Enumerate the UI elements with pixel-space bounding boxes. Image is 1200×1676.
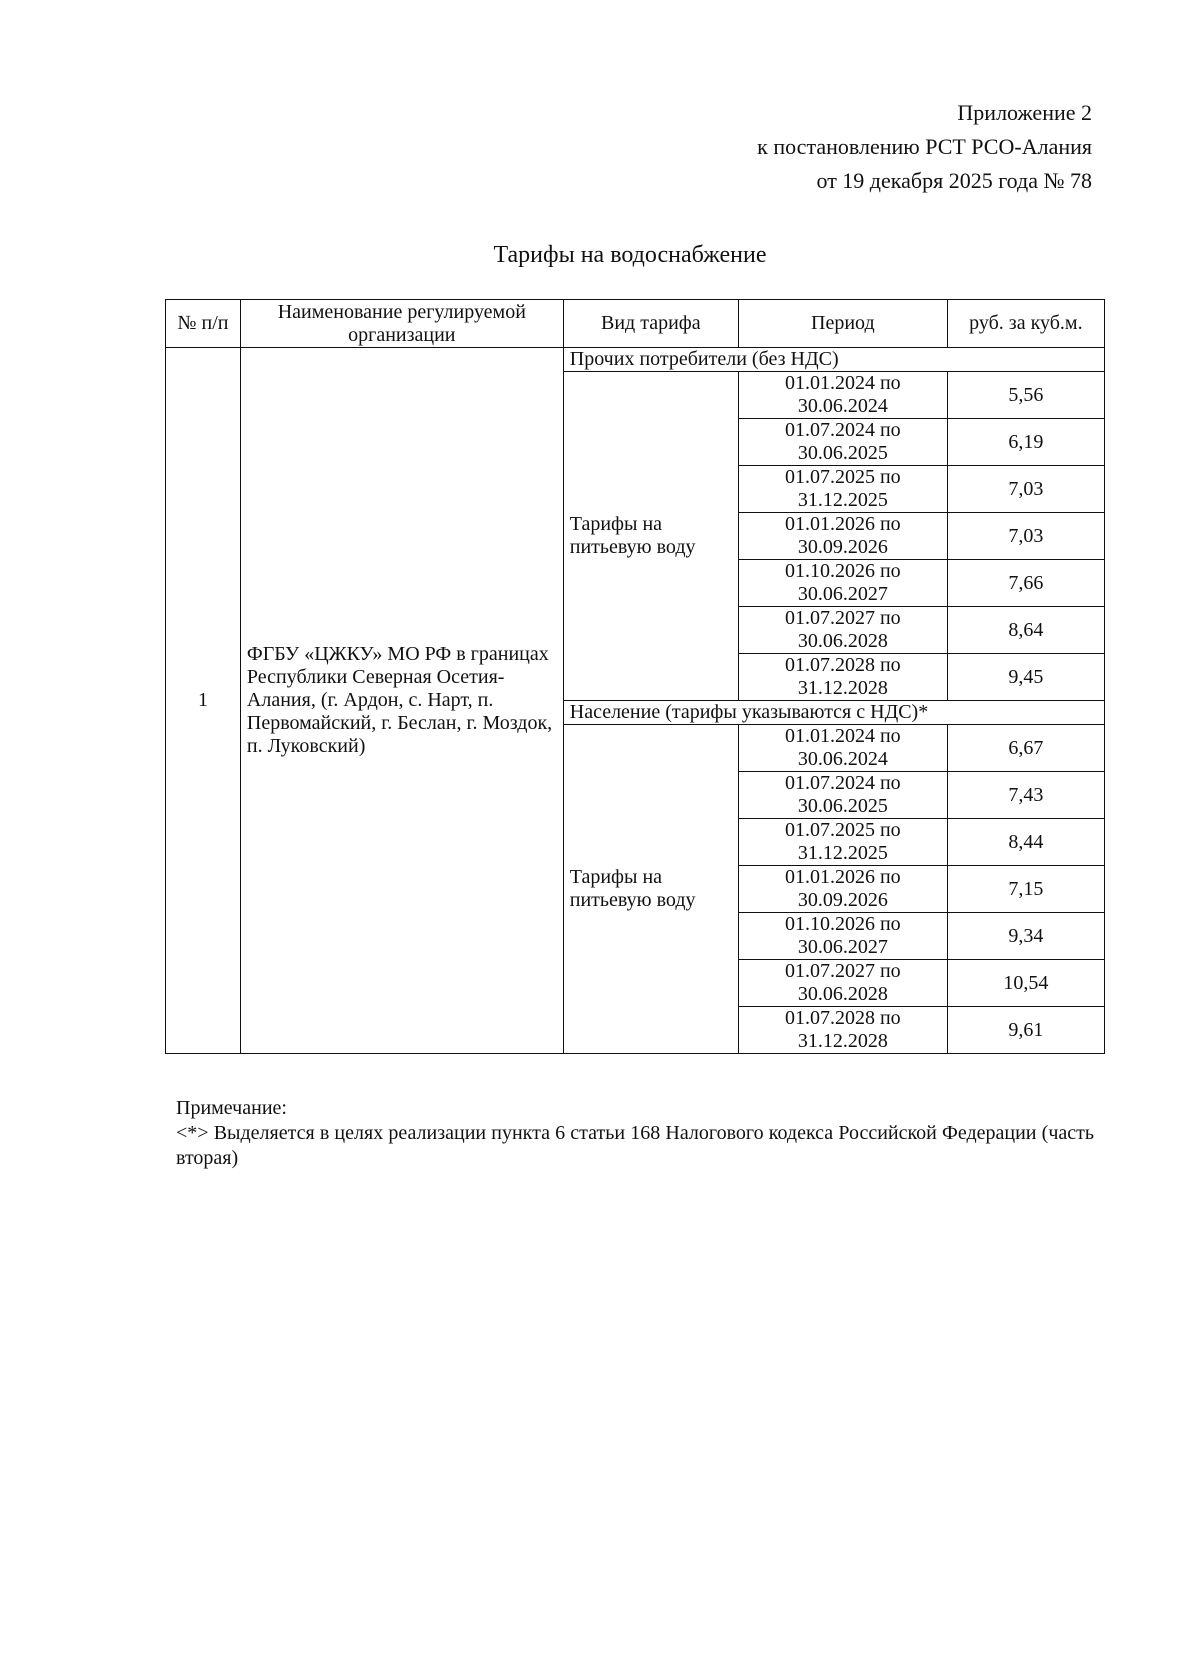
period-cell: 01.01.2024 по 30.06.2024 [738,372,947,419]
row-number: 1 [166,348,241,1054]
appendix-label: Приложение 2 [957,100,1092,125]
rate-cell: 9,34 [947,913,1104,960]
document-header [757,96,1092,198]
rate-cell: 5,56 [947,372,1104,419]
page-title: Тарифы на водоснабжение [493,242,767,268]
period-cell: 01.01.2026 по 30.09.2026 [738,866,947,913]
column-header-rate: руб. за куб.м. [947,300,1104,348]
resolution-reference: к постановлению РСТ РСО-Алания [757,134,1092,159]
period-cell: 01.07.2024 по 30.06.2025 [738,419,947,466]
footnote-label: Примечание: [176,1097,287,1119]
resolution-date: от 19 декабря 2025 года № 78 [816,168,1092,193]
period-cell: 01.07.2024 по 30.06.2025 [738,772,947,819]
period-cell: 01.07.2025 по 31.12.2025 [738,819,947,866]
rate-cell: 7,15 [947,866,1104,913]
rate-cell: 7,43 [947,772,1104,819]
tariff-type: Тарифы на питьевую воду [563,372,738,701]
rate-cell: 7,03 [947,466,1104,513]
period-cell: 01.07.2025 по 31.12.2025 [738,466,947,513]
column-header-tariff-type: Вид тарифа [563,300,738,348]
rate-cell: 9,45 [947,654,1104,701]
column-header-organization: Наименование регулируемой организации [240,300,563,348]
footnote [176,1096,1094,1171]
rate-cell: 6,19 [947,419,1104,466]
organization-name: ФГБУ «ЦЖКУ» МО РФ в границах Республики Северная Осетия-Алания, (г. Ардон, с. Нарт, п. Первомайский, г. Беслан, г. Моздок, п. Луковский) [240,348,563,1054]
period-cell: 01.07.2028 по 31.12.2028 [738,1007,947,1054]
table-body [166,348,1105,1054]
period-cell: 01.01.2024 по 30.06.2024 [738,725,947,772]
rate-cell: 6,67 [947,725,1104,772]
column-header-number: № п/п [166,300,241,348]
period-cell: 01.10.2026 по 30.06.2027 [738,560,947,607]
section-header-row [166,348,1105,372]
tariff-type: Тарифы на питьевую воду [563,725,738,1054]
period-cell: 01.10.2026 по 30.06.2027 [738,913,947,960]
rate-cell: 10,54 [947,960,1104,1007]
rate-cell: 7,03 [947,513,1104,560]
rate-cell: 8,44 [947,819,1104,866]
section-title: Население (тарифы указываются с НДС)* [563,701,1104,725]
rate-cell: 7,66 [947,560,1104,607]
rate-cell: 8,64 [947,607,1104,654]
table-header-row [166,300,1105,348]
period-cell: 01.07.2028 по 31.12.2028 [738,654,947,701]
tariff-table [165,299,1105,1054]
rate-cell: 9,61 [947,1007,1104,1054]
period-cell: 01.07.2027 по 30.06.2028 [738,960,947,1007]
footnote-text: <*> Выделяется в целях реализации пункта 6 статьи 168 Налогового кодекса Российской Федерации (часть вторая) [176,1122,1094,1169]
section-title: Прочих потребители (без НДС) [563,348,1104,372]
period-cell: 01.01.2026 по 30.09.2026 [738,513,947,560]
column-header-period: Период [738,300,947,348]
period-cell: 01.07.2027 по 30.06.2028 [738,607,947,654]
